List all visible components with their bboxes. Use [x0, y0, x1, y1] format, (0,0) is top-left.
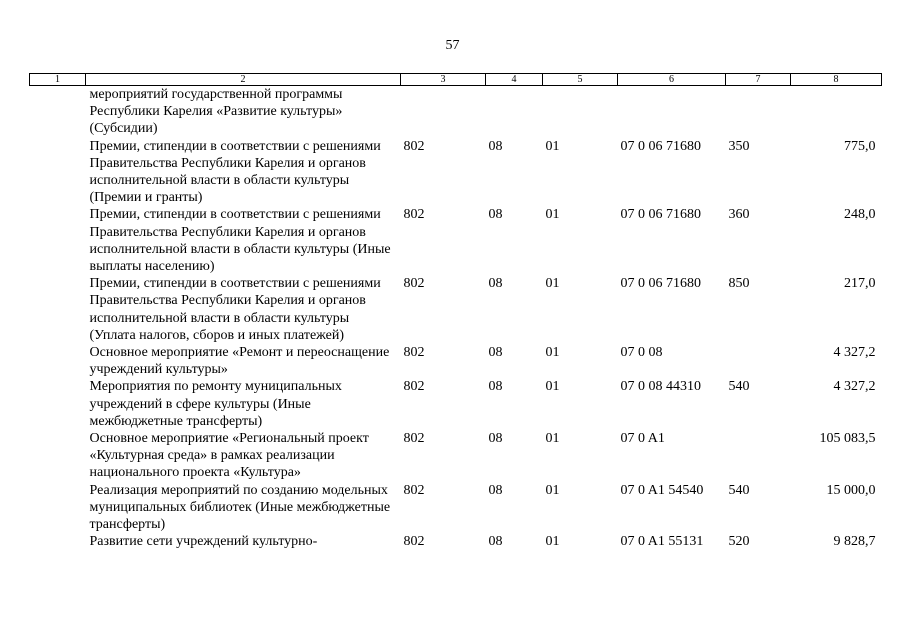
table-row [30, 378, 882, 430]
table-row [30, 344, 882, 378]
amount-value [791, 86, 882, 138]
column-number-1: 1 [30, 74, 86, 86]
column-number-8: 8 [791, 74, 882, 86]
ministry-code [401, 86, 486, 138]
expense-name: Мероприятия по ремонту муниципальных учреждений в сфере культуры (Иные межбюджетные трансферты) [89, 379, 342, 429]
expense-type-code [726, 344, 791, 378]
subsection-code [543, 86, 618, 138]
column-number-6: 6 [618, 74, 726, 86]
target-article-code: 07 0 06 71680 [620, 207, 701, 223]
budget-table [29, 73, 882, 550]
section-code: 08 [488, 207, 503, 223]
target-article-code [618, 86, 726, 138]
expense-name: Основное мероприятие «Региональный проект «Культурная среда» в рамках реализации национального проекта «Культура» [89, 431, 369, 481]
amount-value: 4 327,2 [833, 345, 876, 361]
expense-name: Премии, стипендии в соответствии с решениями Правительства Республики Карелия и органов исполнительной власти в области культуры (Уплата налогов, сборов и иных платежей) [89, 276, 381, 343]
subsection-code: 01 [545, 482, 560, 498]
amount-value: 217,0 [844, 276, 876, 292]
table-row [30, 482, 882, 534]
expense-name: Развитие сети учреждений культурно- [89, 534, 318, 550]
amount-value: 775,0 [844, 138, 876, 154]
table-header [30, 74, 882, 86]
expense-name: Основное мероприятие «Ремонт и переоснащение учреждений культуры» [89, 345, 390, 378]
column-number-7: 7 [726, 74, 791, 86]
ministry-code: 802 [403, 138, 425, 154]
amount-value: 248,0 [844, 207, 876, 223]
target-article-code: 07 0 08 44310 [620, 379, 701, 395]
expense-type-code [726, 86, 791, 138]
amount-value: 105 083,5 [819, 431, 876, 447]
section-code: 08 [488, 534, 503, 550]
section-code: 08 [488, 276, 503, 292]
subsection-code: 01 [545, 379, 560, 395]
target-article-code: 07 0 A1 [620, 431, 665, 447]
ministry-code: 802 [403, 207, 425, 223]
subsection-code: 01 [545, 345, 560, 361]
subsection-code: 01 [545, 534, 560, 550]
section-code: 08 [488, 431, 503, 447]
table-row [30, 430, 882, 482]
table-row [30, 138, 882, 207]
section-code: 08 [488, 482, 503, 498]
ministry-code: 802 [403, 379, 425, 395]
column-number-5: 5 [543, 74, 618, 86]
expense-type-code: 540 [728, 482, 750, 498]
amount-value: 15 000,0 [826, 482, 876, 498]
column-number-4: 4 [486, 74, 543, 86]
section-code: 08 [488, 138, 503, 154]
expense-type-code: 350 [728, 138, 750, 154]
ministry-code: 802 [403, 482, 425, 498]
expense-name: Премии, стипендии в соответствии с решениями Правительства Республики Карелия и органов исполнительной власти в области культуры (Премии и гранты) [89, 138, 381, 206]
row-index-cell [30, 482, 86, 534]
expense-type-code: 520 [728, 534, 750, 550]
section-code: 08 [488, 379, 503, 395]
subsection-code: 01 [545, 431, 560, 447]
page-number: 57 [445, 38, 460, 53]
table-row [30, 206, 882, 275]
row-index-cell [30, 533, 86, 550]
amount-value: 9 828,7 [833, 534, 876, 550]
expense-type-code: 540 [728, 379, 750, 395]
subsection-code: 01 [545, 138, 560, 154]
section-code: 08 [488, 345, 503, 361]
row-index-cell [30, 344, 86, 378]
target-article-code: 07 0 06 71680 [620, 138, 701, 154]
target-article-code: 07 0 06 71680 [620, 276, 701, 292]
subsection-code: 01 [545, 276, 560, 292]
section-code [486, 86, 543, 138]
header-row [30, 74, 882, 86]
expense-name: мероприятий государственной программы Республики Карелия «Развитие культуры» (Субсидии) [89, 87, 343, 137]
row-index-cell [30, 206, 86, 275]
target-article-code: 07 0 A1 54540 [620, 482, 704, 498]
expense-type-code: 360 [728, 207, 750, 223]
column-number-3: 3 [401, 74, 486, 86]
row-index-cell [30, 275, 86, 344]
table-body [30, 86, 882, 551]
subsection-code: 01 [545, 207, 560, 223]
target-article-code: 07 0 A1 55131 [620, 534, 704, 550]
expense-name: Реализация мероприятий по созданию модельных муниципальных библиотек (Иные межбюджетные трансферты) [89, 482, 391, 533]
row-index-cell [30, 138, 86, 207]
expense-type-code: 850 [728, 276, 750, 292]
table-row [30, 86, 882, 138]
expense-type-code [726, 430, 791, 482]
row-index-cell [30, 86, 86, 138]
row-index-cell [30, 378, 86, 430]
expense-name: Премии, стипендии в соответствии с решениями Правительства Республики Карелия и органов исполнительной власти в области культуры (Иные выплаты населению) [89, 207, 391, 275]
ministry-code: 802 [403, 276, 425, 292]
column-number-2: 2 [86, 74, 401, 86]
ministry-code: 802 [403, 431, 425, 447]
table-row [30, 533, 882, 550]
amount-value: 4 327,2 [833, 379, 876, 395]
row-index-cell [30, 430, 86, 482]
target-article-code: 07 0 08 [620, 345, 663, 361]
table-row [30, 275, 882, 344]
ministry-code: 802 [403, 345, 425, 361]
ministry-code: 802 [403, 534, 425, 550]
